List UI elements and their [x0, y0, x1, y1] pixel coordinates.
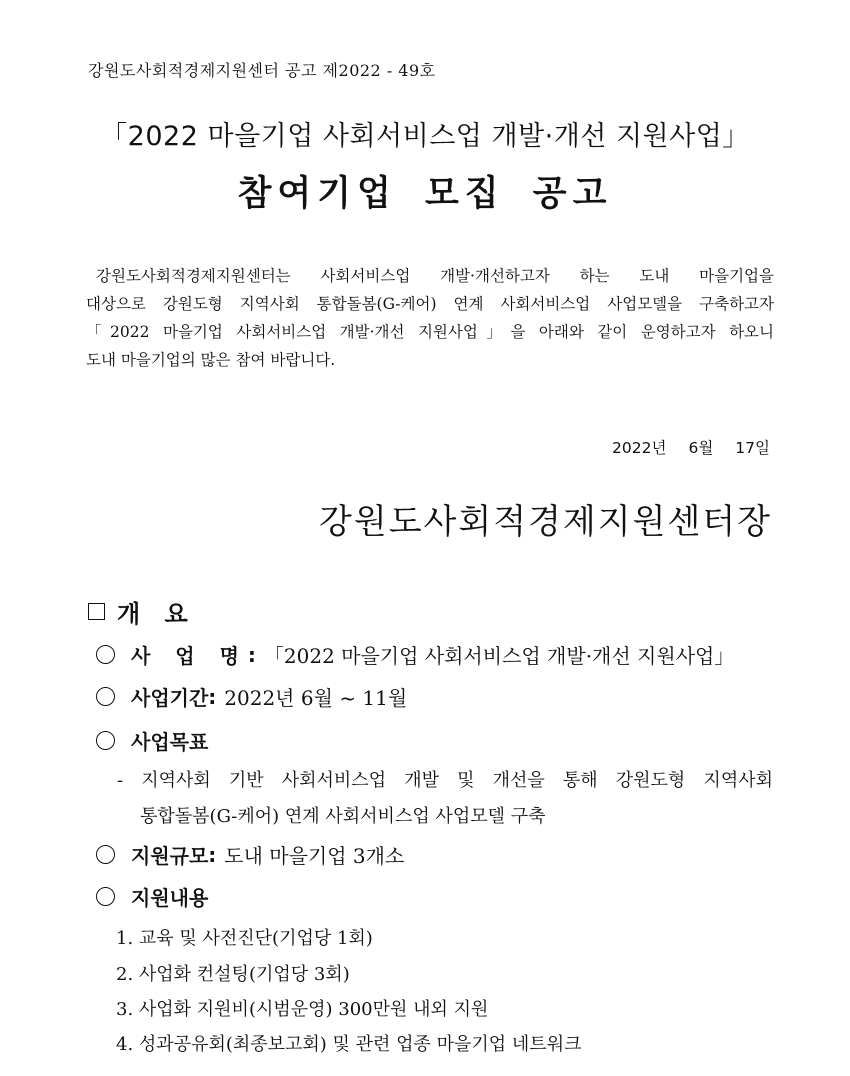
support-list-item: 1. 교육 및 사전진단(기업당 1회)	[116, 928, 373, 949]
section-heading	[88, 594, 196, 629]
item-goal	[96, 726, 208, 755]
intro-line: 대상으로 강원도형 지역사회 통합돌봄(G-케어) 연계 사회서비스업 사업모델을 구축하고자	[86, 295, 774, 313]
intro-paragraph	[86, 262, 774, 374]
item-period: 사업기간 : 2022년 6월 ~ 11월	[96, 682, 407, 711]
item-value: 도내 마을기업 3개소	[224, 844, 405, 868]
notice-number: 강원도사회적경제지원센터 공고 제2022 - 49호	[88, 61, 436, 80]
support-list-item: 2. 사업화 컨설팅(기업당 3회)	[116, 964, 350, 985]
goal-detail-line: - 지역사회 기반 사회서비스업 개발 및 개선을 통해 강원도형 지역사회	[117, 770, 773, 791]
item-value: 2022년 6월 ~ 11월	[224, 686, 408, 710]
support-list-item: 4. 성과공유회(최종보고회) 및 관련 업종 마을기업 네트워크	[116, 1034, 582, 1055]
item-key: 사 업 명	[131, 644, 248, 668]
date-month: 6월	[688, 439, 714, 457]
circle-bullet-icon	[96, 687, 115, 706]
notice-date	[612, 436, 770, 458]
title-program-name: 「2022 마을기업 사회서비스업 개발·개선 지원사업」	[100, 121, 750, 152]
item-scale: 지원규모 : 도내 마을기업 3개소	[96, 840, 404, 869]
section-title: 개 요	[117, 600, 196, 628]
item-key: 지원규모	[131, 844, 209, 868]
date-day: 17일	[735, 439, 770, 457]
date-year: 2022년	[612, 439, 667, 457]
support-list-item: 3. 사업화 지원비(시범운영) 300만원 내외 지원	[116, 999, 489, 1020]
item-value: 「2022 마을기업 사회서비스업 개발·개선 지원사업」	[263, 644, 735, 668]
circle-bullet-icon	[96, 645, 115, 664]
intro-line: 도내 마을기업의 많은 참여 바랍니다.	[86, 351, 336, 369]
item-key: 사업목표	[131, 730, 209, 754]
title-recruitment-notice: 참여기업 모집 공고	[237, 173, 613, 214]
intro-line: 「2022 마을기업 사회서비스업 개발·개선 지원사업」을 아래와 같이 운영하고자 하오니	[86, 323, 774, 341]
item-content	[96, 882, 208, 911]
goal-detail-line: 통합돌봄(G-케어) 연계 사회서비스업 사업모델 구축	[140, 806, 546, 827]
issuer-name: 강원도사회적경제지원센터장	[319, 502, 772, 542]
item-project-name: 사 업 명 : 「2022 마을기업 사회서비스업 개발·개선 지원사업」	[96, 640, 734, 669]
circle-bullet-icon	[96, 887, 115, 906]
circle-bullet-icon	[96, 845, 115, 864]
item-key: 사업기간	[131, 686, 209, 710]
intro-line: 강원도사회적경제지원센터는 사회서비스업 개발·개선하고자 하는 도내 마을기업을	[96, 267, 774, 285]
item-key: 지원내용	[131, 886, 209, 910]
circle-bullet-icon	[96, 731, 115, 750]
square-bullet-icon	[88, 603, 105, 620]
